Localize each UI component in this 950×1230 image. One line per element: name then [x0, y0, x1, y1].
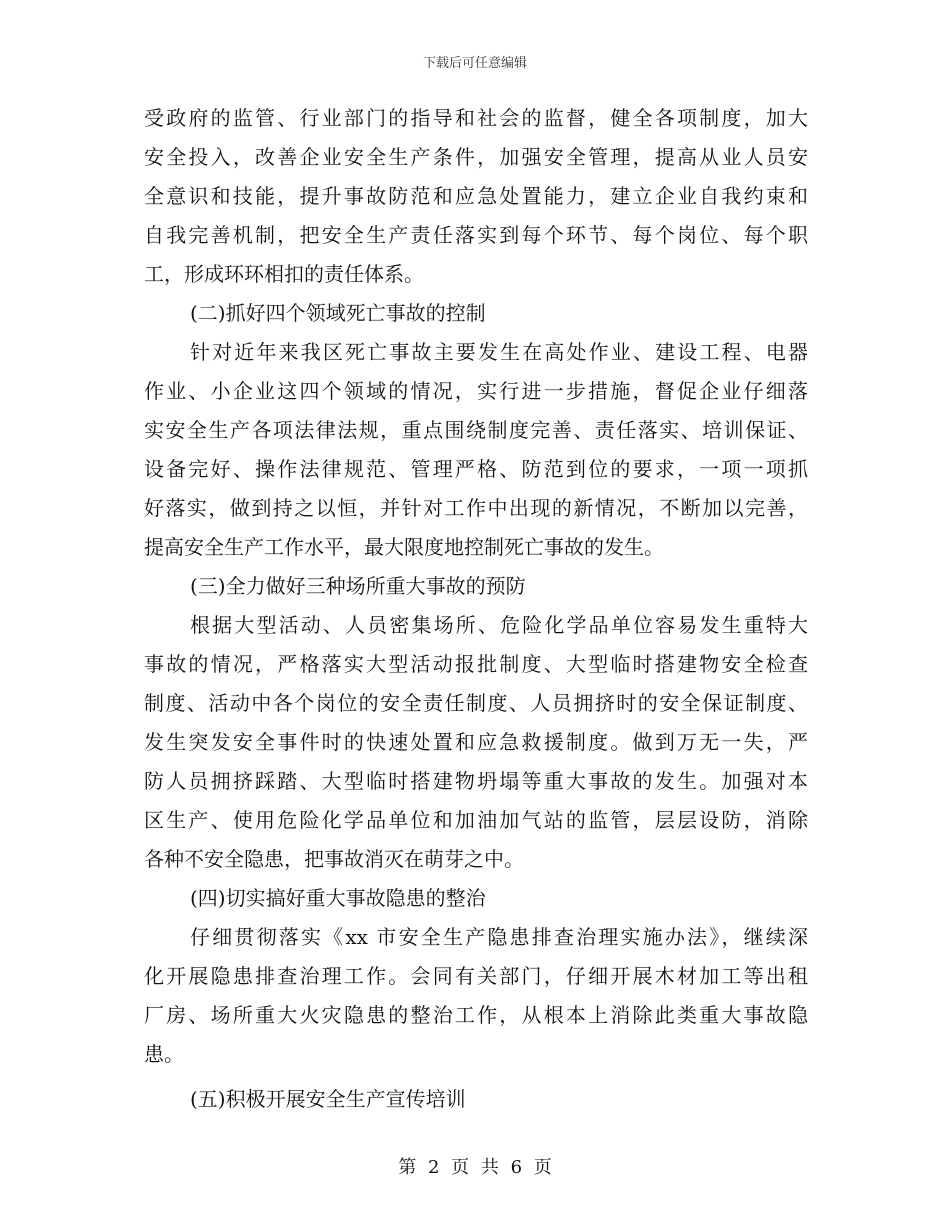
paragraph-line: 厂房、场所重大火灾隐患的整治工作，从根本上消除此类重大事故隐: [144, 1003, 808, 1027]
section-heading: (二)抓好四个领域死亡事故的控制: [190, 301, 486, 325]
paragraph-line: 防人员拥挤踩踏、大型临时搭建物坍塌等重大事故的发生。加强对本: [144, 769, 808, 793]
section-heading: (三)全力做好三种场所重大事故的预防: [190, 574, 526, 598]
paragraph-line: 提高安全生产工作水平，最大限度地控制死亡事故的发生。: [144, 535, 664, 559]
paragraph-line: 针对近年来我区死亡事故主要发生在高处作业、建设工程、电器: [190, 340, 808, 364]
paragraph-line: 自我完善机制，把安全生产责任落实到每个环节、每个岗位、每个职: [144, 223, 808, 247]
paragraph-line: 仔细贯彻落实《xx 市安全生产隐患排查治理实施办法》，继续深: [190, 925, 808, 949]
paragraph-line: 区生产、使用危险化学品单位和加油加气站的监管，层层设防，消除: [144, 808, 808, 832]
paragraph-line: 事故的情况，严格落实大型活动报批制度、大型临时搭建物安全检查: [144, 652, 808, 676]
page-header-note: 下载后可任意编辑: [422, 56, 527, 71]
paragraph-line: 制度、活动中各个岗位的安全责任制度、人员拥挤时的安全保证制度、: [144, 691, 808, 715]
paragraph-line: 工，形成环环相扣的责任体系。: [144, 262, 424, 286]
paragraph-line: 安全投入，改善企业安全生产条件，加强安全管理，提高从业人员安: [144, 145, 808, 169]
paragraph-line: 根据大型活动、人员密集场所、危险化学品单位容易发生重特大: [190, 613, 808, 637]
paragraph-line: 全意识和技能，提升事故防范和应急处置能力，建立企业自我约束和: [144, 184, 808, 208]
section-heading: (四)切实搞好重大事故隐患的整治: [190, 886, 486, 910]
paragraph-line: 作业、小企业这四个领域的情况，实行进一步措施，督促企业仔细落: [144, 379, 808, 403]
paragraph-line: 发生突发安全事件时的快速处置和应急救援制度。做到万无一失，严: [144, 730, 808, 754]
paragraph-line: 化开展隐患排查治理工作。会同有关部门，仔细开展木材加工等出租: [144, 964, 808, 988]
paragraph-line: 患。: [144, 1042, 184, 1066]
paragraph-line: 设备完好、操作法律规范、管理严格、防范到位的要求，一项一项抓: [144, 457, 808, 481]
document-body: [144, 99, 808, 1119]
page-number: 第 2 页 共 6 页: [398, 1157, 552, 1178]
paragraph-line: 受政府的监管、行业部门的指导和社会的监督，健全各项制度，加大: [144, 106, 808, 130]
paragraph-line: 实安全生产各项法律法规，重点围绕制度完善、责任落实、培训保证、: [144, 418, 808, 442]
paragraph-line: 好落实，做到持之以恒，并针对工作中出现的新情况，不断加以完善，: [144, 496, 808, 520]
paragraph-line: 各种不安全隐患，把事故消灭在萌芽之中。: [144, 847, 524, 871]
section-heading: (五)积极开展安全生产宣传培训: [190, 1087, 466, 1111]
